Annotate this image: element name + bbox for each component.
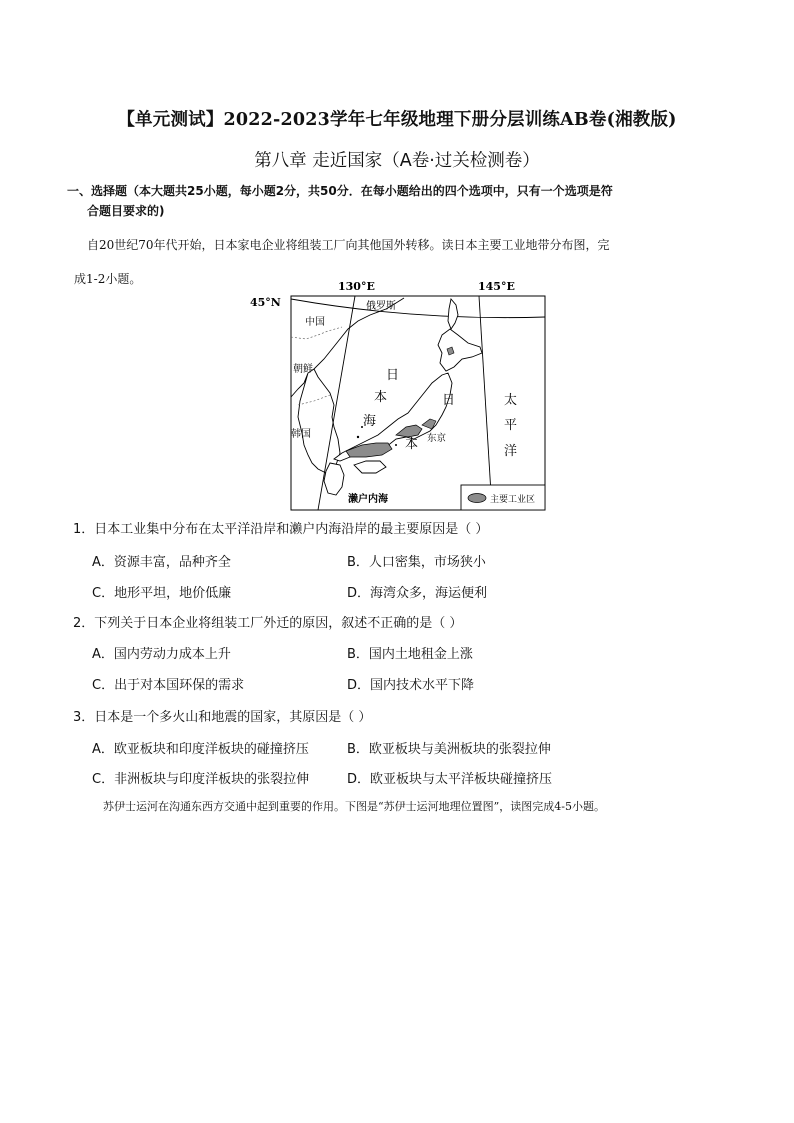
intro-line1: 自20世纪70年代开始，日本家电企业将组装工厂向其他国外转移。读日本主要工业地带分布图，完 <box>87 238 610 252</box>
question-3-option-a[interactable]: A．欧亚板块和印度洋板块的碰撞挤压 <box>92 742 309 757</box>
chapter-subtitle: 第八章 走近国家（A卷·过关检测卷） <box>254 151 540 171</box>
lon-label-130e: 130°E <box>338 280 375 293</box>
question-2-option-a[interactable]: A．国内劳动力成本上升 <box>92 647 231 662</box>
section-heading-line2: 合题目要求的) <box>87 204 165 218</box>
map-label-russia: 俄罗斯 <box>366 301 396 312</box>
page-title: 【单元测试】2022-2023学年七年级地理下册分层训练AB卷(湘教版) <box>117 110 677 130</box>
question-2-option-c[interactable]: C．出于对本国环保的需求 <box>92 678 245 693</box>
map-label-sea-of-japan-1: 日 <box>386 368 400 383</box>
section-heading-line1: 一、选择题（本大题共25小题，每小题2分，共50分．在每小题给出的四个选项中，只有一个选项是符 <box>67 184 613 198</box>
question-1-option-c[interactable]: C．地形平坦，地价低廉 <box>92 586 232 601</box>
question-2-stem: 2．下列关于日本企业将组装工厂外迁的原因，叙述不正确的是（ ） <box>73 616 463 631</box>
lon-label-145e: 145°E <box>478 280 515 293</box>
legend-label: 主要工业区 <box>490 495 536 505</box>
question-2-option-d[interactable]: D．国内技术水平下降 <box>347 678 475 693</box>
small-island <box>395 444 397 446</box>
japan-industrial-map <box>246 277 556 512</box>
map-label-pacific-3: 洋 <box>504 444 518 459</box>
map-label-south-korea: 韩国 <box>291 429 311 440</box>
question-3-option-b[interactable]: B．欧亚板块与美洲板块的张裂拉伸 <box>347 742 551 757</box>
question-2-option-b[interactable]: B．国内土地租金上涨 <box>347 647 473 662</box>
map-label-pacific-2: 平 <box>504 418 518 433</box>
map-legend <box>461 485 545 510</box>
map-label-seto-inland-sea: 濑户内海 <box>348 494 388 505</box>
next-question-intro: 苏伊士运河在沟通东西方交通中起到重要的作用。下图是“苏伊士运河地理位置图”，读图完成4-5小题。 <box>103 800 605 813</box>
question-1-option-a[interactable]: A．资源丰富，品种齐全 <box>92 555 231 570</box>
map-label-north-korea: 朝鲜 <box>293 364 313 375</box>
map-label-pacific-1: 太 <box>504 393 518 408</box>
question-3-option-d[interactable]: D．欧亚板块与太平洋板块碰撞挤压 <box>347 772 553 787</box>
question-1-option-d[interactable]: D．海湾众多，海运便利 <box>347 586 488 601</box>
intro-line2: 成1-2小题。 <box>74 272 142 286</box>
map-label-japan-2: 本 <box>405 437 419 452</box>
map-label-tokyo: 东京 <box>427 433 447 444</box>
question-1-stem: 1．日本工业集中分布在太平洋沿岸和濑户内海沿岸的最主要原因是（ ） <box>73 522 489 537</box>
question-3-option-c[interactable]: C．非洲板块与印度洋板块的张裂拉伸 <box>92 772 310 787</box>
small-island <box>357 436 359 438</box>
map-label-sea-of-japan-3: 海 <box>363 414 377 429</box>
map-label-japan-1: 日 <box>442 393 456 408</box>
map-label-china: 中国 <box>305 317 325 328</box>
lat-label-45n: 45°N <box>250 296 281 309</box>
section-heading <box>67 181 727 221</box>
map-label-sea-of-japan-2: 本 <box>374 390 388 405</box>
question-1-option-b[interactable]: B．人口密集，市场狭小 <box>347 555 486 570</box>
legend-industrial-swatch <box>468 494 486 503</box>
question-3-stem: 3．日本是一个多火山和地震的国家，其原因是（ ） <box>73 710 372 725</box>
